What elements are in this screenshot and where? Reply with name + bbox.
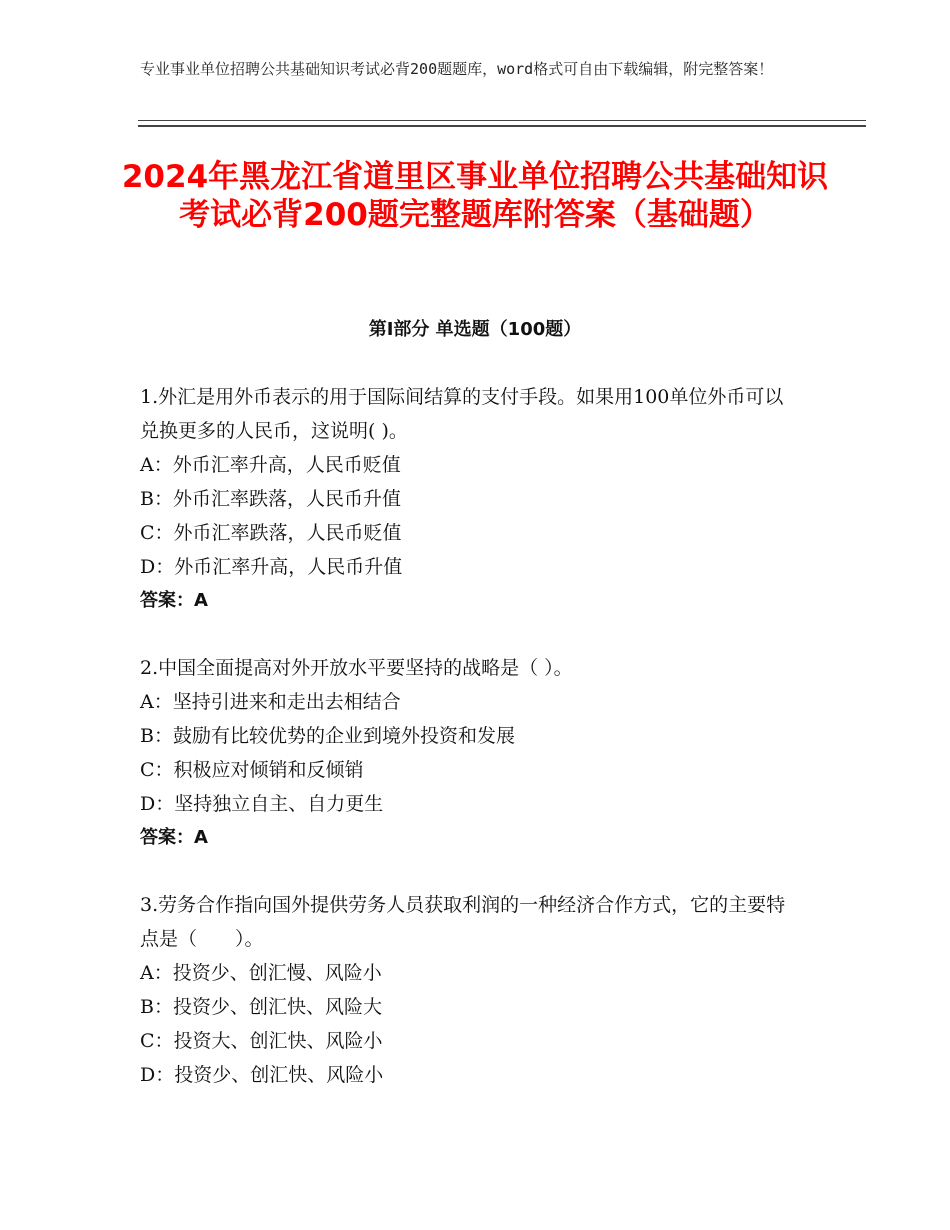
- option-d: D：投资少、创汇快、风险小: [140, 1064, 384, 1086]
- header-note: 专业事业单位招聘公共基础知识考试必背200题题库，word格式可自由下载编辑，附完整答案！: [140, 60, 774, 78]
- question-3: [140, 888, 800, 1092]
- option-a: A：外币汇率升高，人民币贬值: [140, 454, 401, 476]
- question-1: [140, 380, 800, 618]
- option-d: D：坚持独立自主、自力更生: [140, 793, 384, 815]
- question-list: [140, 380, 800, 1125]
- option-d: D：外币汇率升高，人民币升值: [140, 556, 403, 578]
- header-divider: [138, 120, 866, 127]
- option-a: A：投资少、创汇慢、风险小: [140, 962, 382, 984]
- document-title: 2024年黑龙江省道里区事业单位招聘公共基础知识考试必背200题完整题库附答案（基础题）: [121, 159, 829, 233]
- question-text: 2.中国全面提高对外开放水平要坚持的战略是（ ）。: [140, 657, 573, 679]
- question-2: [140, 651, 800, 855]
- option-c: C：积极应对倾销和反倾销: [140, 759, 364, 781]
- option-c: C：外币汇率跌落，人民币贬值: [140, 522, 402, 544]
- option-b: B：投资少、创汇快、风险大: [140, 996, 382, 1018]
- answer: 答案：A: [140, 827, 208, 848]
- option-b: B：外币汇率跌落，人民币升值: [140, 488, 401, 510]
- question-text: 3.劳务合作指向国外提供劳务人员获取利润的一种经济合作方式，它的主要特点是（ ）。: [140, 894, 786, 950]
- option-c: C：投资大、创汇快、风险小: [140, 1030, 383, 1052]
- answer: 答案：A: [140, 590, 208, 611]
- section-title: 第Ⅰ部分 单选题（100题）: [368, 319, 582, 340]
- option-b: B：鼓励有比较优势的企业到境外投资和发展: [140, 725, 515, 747]
- question-text: 1.外汇是用外币表示的用于国际间结算的支付手段。如果用100单位外币可以兑换更多的人民币，这说明( )。: [140, 386, 784, 442]
- option-a: A：坚持引进来和走出去相结合: [140, 691, 401, 713]
